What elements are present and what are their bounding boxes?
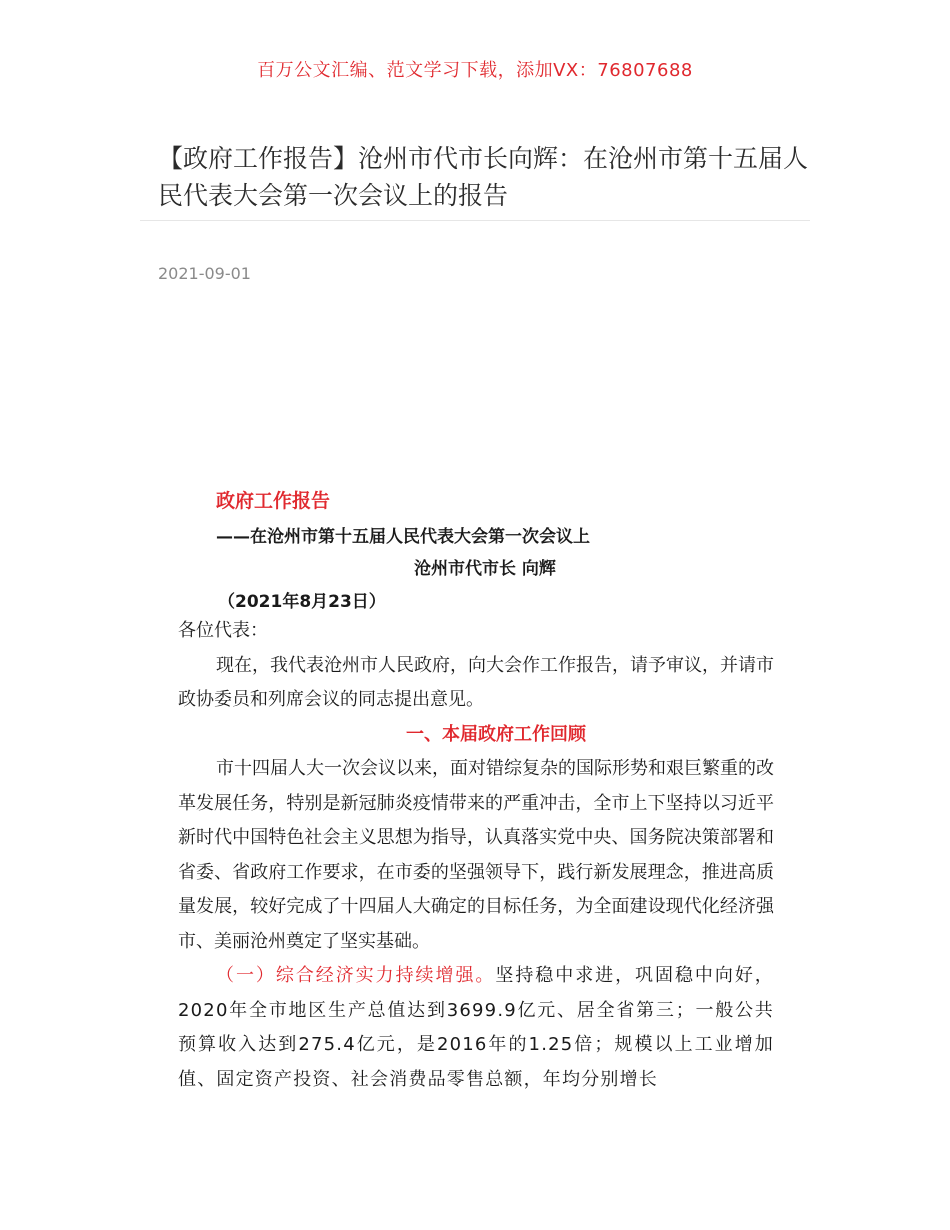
promo-banner: 百万公文汇编、范文学习下载，添加VX：76807688: [257, 60, 693, 81]
report-subtitle: ——在沧州市第十五届人民代表大会第一次会议上: [216, 527, 590, 547]
publish-date: 2021-09-01: [158, 264, 251, 283]
economy-text: 坚持稳中求进，巩固稳中向好，2020年全市地区生产总值达到3699.9亿元、居全省第三；一般公共预算收入达到275.4亿元，是2016年的1.25倍；规模以上工业增加值、固定资产投资、社会消费品零售总额，年均分别增长: [178, 965, 774, 1090]
report-heading: 政府工作报告: [216, 490, 331, 512]
report-date: （2021年8月23日）: [218, 592, 386, 612]
title-divider: [140, 220, 810, 221]
review-paragraph: 市十四届人大一次会议以来，面对错综复杂的国际形势和艰巨繁重的改革发展任务，特别是新冠肺炎疫情带来的严重冲击，全市上下坚持以习近平新时代中国特色社会主义思想为指导，认真落实党中央、国务院决策部署和省委、省政府工作要求，在市委的坚强领导下，践行新发展理念，推进高质量发展，较好完成了十四届人大确定的目标任务，为全面建设现代化经济强市、美丽沧州奠定了坚实基础。: [178, 758, 774, 952]
economy-subheading: （一）综合经济实力持续增强。: [216, 965, 496, 986]
report-speaker: 沧州市代市长 向辉: [414, 559, 556, 579]
salutation: 各位代表：: [178, 620, 268, 641]
economy-paragraph: [178, 959, 774, 1097]
report-body: [178, 614, 774, 1097]
article-title: 【政府工作报告】沧州市代市长向辉：在沧州市第十五届人民代表大会第一次会议上的报告: [158, 144, 809, 210]
intro-paragraph: 现在，我代表沧州市人民政府，向大会作工作报告，请予审议，并请市政协委员和列席会议的同志提出意见。: [178, 654, 774, 710]
section-heading: 一、本届政府工作回顾: [406, 723, 586, 745]
